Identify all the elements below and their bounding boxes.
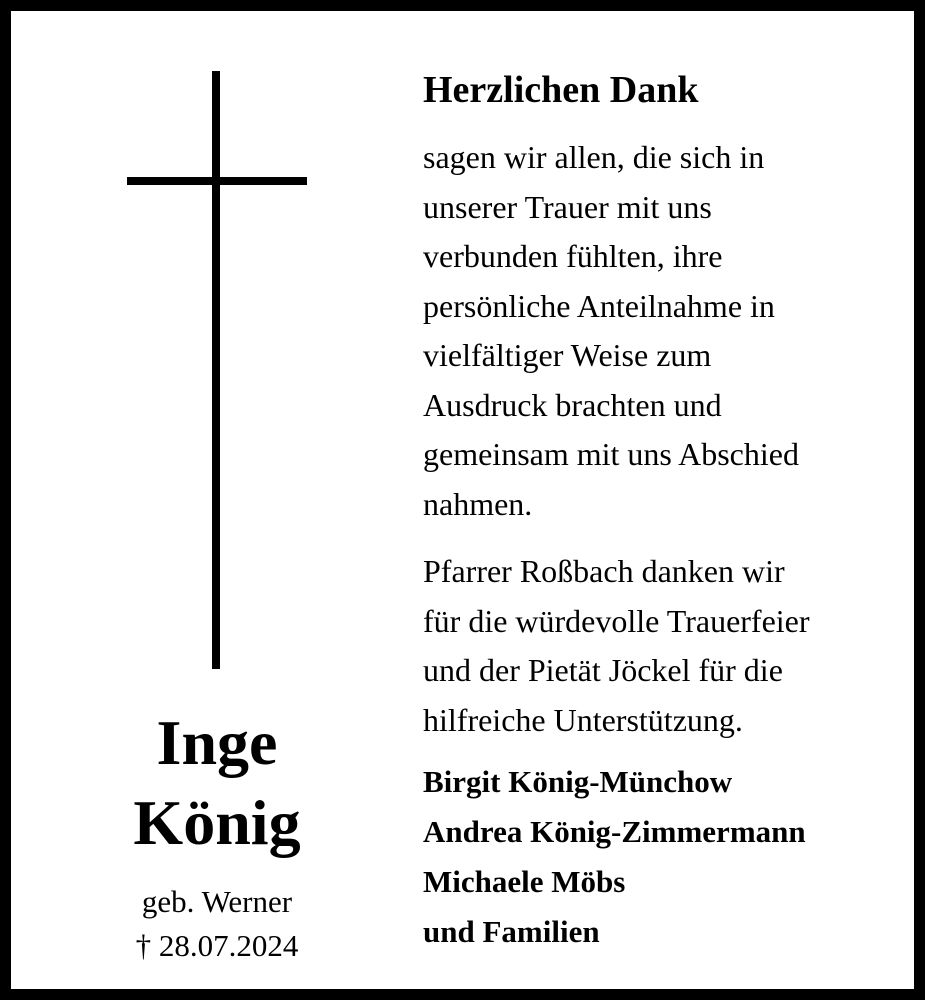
paragraph-line: vielfältiger Weise zum (423, 337, 712, 373)
thanks-column (423, 63, 913, 957)
birth-name: geb. Werner (141, 884, 293, 919)
deceased-details (71, 880, 363, 968)
paragraph-line: für die würdevolle Trauerfeier (423, 602, 810, 639)
paragraph-line: unserer Trauer mit uns (423, 188, 712, 225)
paragraph-line: hilfreiche Unterstützung. (423, 701, 743, 738)
thanks-heading: Herzlichen Dank (423, 69, 699, 111)
signer-name: Andrea König-Zimmermann (423, 814, 806, 849)
paragraph-line: und der Pietät Jöckel für die (423, 652, 783, 688)
paragraph-line: nahmen. (423, 485, 533, 522)
deceased-last-name: König (133, 787, 301, 858)
signers-list (423, 757, 913, 957)
deceased-first-name: Inge (156, 707, 278, 778)
cross-icon-vertical-bar (212, 71, 220, 669)
signer-name: Birgit König-Münchow (423, 764, 733, 799)
signer-name: Michaele Möbs (423, 864, 626, 899)
thanks-paragraph-1 (423, 133, 913, 529)
thanks-paragraph-2 (423, 547, 913, 745)
paragraph-line: gemeinsam mit uns Abschied (423, 436, 799, 472)
signer-name: und Familien (423, 914, 600, 949)
paragraph-line: verbunden fühlten, ihre (423, 238, 723, 274)
paragraph-line: sagen wir allen, die sich in (423, 139, 765, 175)
cross-icon-horizontal-bar (127, 177, 307, 185)
paragraph-line: persönliche Anteilnahme in (423, 287, 775, 324)
paragraph-line: Ausdruck brachten und (423, 386, 722, 423)
death-date: † 28.07.2024 (135, 928, 299, 963)
paragraph-line: Pfarrer Roßbach danken wir (423, 553, 785, 589)
deceased-name (71, 703, 363, 863)
